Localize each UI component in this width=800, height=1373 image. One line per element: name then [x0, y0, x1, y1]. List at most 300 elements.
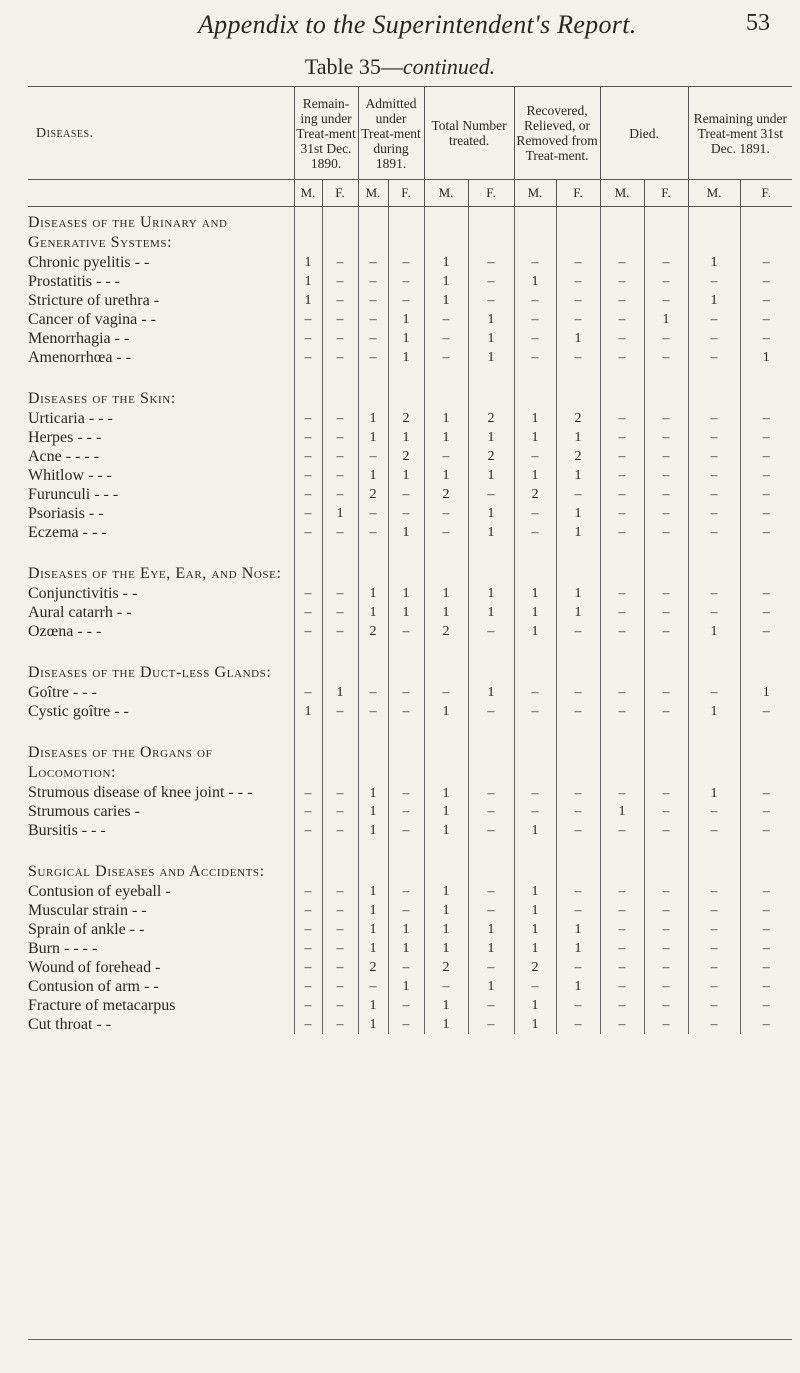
filler-cell: [644, 663, 688, 683]
filler-cell: [556, 663, 600, 683]
filler-cell: [740, 743, 792, 783]
count-cell: 1: [358, 603, 388, 622]
count-cell: –: [514, 310, 556, 329]
filler-cell: [322, 213, 358, 253]
count-cell: 1: [556, 939, 600, 958]
count-cell: 1: [514, 272, 556, 291]
count-cell: –: [644, 683, 688, 702]
count-cell: 2: [556, 409, 600, 428]
spacer-row: [28, 840, 792, 862]
filler-cell: [514, 564, 556, 584]
count-cell: –: [644, 485, 688, 504]
disease-name: Contusion of eyeball -: [28, 883, 171, 900]
filler-cell: [514, 840, 556, 862]
count-cell: –: [644, 348, 688, 367]
count-cell: –: [514, 504, 556, 523]
count-cell: 1: [514, 466, 556, 485]
count-cell: 1: [322, 683, 358, 702]
count-cell: 1: [424, 272, 468, 291]
count-cell: –: [688, 1015, 740, 1034]
filler-cell: [424, 641, 468, 663]
count-cell: 1: [468, 523, 514, 542]
count-cell: –: [644, 409, 688, 428]
count-cell: 1: [388, 329, 424, 348]
count-cell: –: [644, 253, 688, 272]
count-cell: –: [556, 683, 600, 702]
count-cell: –: [468, 821, 514, 840]
filler-cell: [294, 542, 322, 564]
filler-cell: [294, 862, 322, 882]
filler-cell: [514, 743, 556, 783]
disease-name: Strumous caries -: [28, 803, 140, 820]
filler-cell: [294, 641, 322, 663]
filler-cell: [294, 564, 322, 584]
filler-cell: [424, 367, 468, 389]
count-cell: –: [358, 272, 388, 291]
filler-cell: [468, 721, 514, 743]
table-body: [28, 207, 792, 1035]
count-cell: –: [294, 584, 322, 603]
count-cell: –: [388, 996, 424, 1015]
filler-cell: [388, 389, 424, 409]
count-cell: 1: [424, 821, 468, 840]
filler-cell: [424, 542, 468, 564]
bottom-rule: [28, 1339, 792, 1340]
count-cell: –: [358, 523, 388, 542]
count-cell: 1: [424, 428, 468, 447]
count-cell: –: [740, 958, 792, 977]
filler-cell: [358, 641, 388, 663]
spacer-row: [28, 641, 792, 663]
filler-cell: [740, 862, 792, 882]
count-cell: –: [600, 253, 644, 272]
count-cell: –: [644, 291, 688, 310]
count-cell: –: [688, 901, 740, 920]
spacer-row: [28, 542, 792, 564]
disease-name: Eczema - - -: [28, 524, 107, 541]
count-cell: 1: [358, 939, 388, 958]
count-cell: –: [514, 977, 556, 996]
count-cell: 1: [514, 939, 556, 958]
table-row: [28, 291, 792, 310]
count-cell: 1: [322, 504, 358, 523]
count-cell: –: [294, 523, 322, 542]
count-cell: –: [468, 1015, 514, 1034]
count-cell: 1: [388, 977, 424, 996]
count-cell: 1: [688, 783, 740, 802]
filler-cell: [294, 367, 322, 389]
count-cell: –: [294, 996, 322, 1015]
count-cell: –: [514, 447, 556, 466]
count-cell: 1: [424, 920, 468, 939]
table-row: [28, 348, 792, 367]
filler-cell: [556, 542, 600, 564]
header-f: F.: [644, 180, 688, 207]
count-cell: 1: [424, 802, 468, 821]
count-cell: –: [688, 329, 740, 348]
count-cell: –: [358, 253, 388, 272]
filler-cell: [424, 721, 468, 743]
filler-cell: [468, 743, 514, 783]
filler-cell: [358, 862, 388, 882]
filler-cell: [514, 663, 556, 683]
count-cell: –: [388, 882, 424, 901]
count-cell: –: [322, 428, 358, 447]
count-cell: 2: [424, 958, 468, 977]
count-cell: –: [514, 253, 556, 272]
header-m: M.: [688, 180, 740, 207]
count-cell: –: [294, 882, 322, 901]
count-cell: –: [740, 428, 792, 447]
filler-cell: [388, 663, 424, 683]
filler-cell: [556, 862, 600, 882]
spacer-cell: [28, 840, 294, 862]
count-cell: –: [294, 504, 322, 523]
filler-cell: [740, 564, 792, 584]
disease-name: Urticaria - - -: [28, 410, 113, 427]
header-f: F.: [322, 180, 358, 207]
count-cell: 2: [424, 485, 468, 504]
table-row: [28, 901, 792, 920]
count-cell: 1: [556, 428, 600, 447]
count-cell: –: [644, 901, 688, 920]
filler-cell: [322, 542, 358, 564]
filler-cell: [688, 389, 740, 409]
disease-name: Herpes - - -: [28, 429, 102, 446]
filler-cell: [740, 213, 792, 253]
filler-cell: [740, 367, 792, 389]
count-cell: –: [740, 1015, 792, 1034]
filler-cell: [322, 862, 358, 882]
count-cell: 1: [294, 702, 322, 721]
filler-cell: [358, 743, 388, 783]
count-cell: –: [740, 523, 792, 542]
header-m: M.: [294, 180, 322, 207]
count-cell: –: [740, 622, 792, 641]
count-cell: –: [644, 958, 688, 977]
count-cell: 1: [514, 603, 556, 622]
caption-continued: continued.: [402, 54, 496, 79]
header-m: M.: [424, 180, 468, 207]
count-cell: –: [600, 603, 644, 622]
count-cell: –: [556, 253, 600, 272]
count-cell: –: [514, 348, 556, 367]
filler-cell: [322, 663, 358, 683]
count-cell: –: [600, 291, 644, 310]
spacer-cell: [28, 721, 294, 743]
section-heading: Diseases of the Organs of Locomotion:: [28, 744, 213, 781]
filler-cell: [688, 862, 740, 882]
count-cell: –: [388, 1015, 424, 1034]
count-cell: –: [294, 783, 322, 802]
section-heading-row: [28, 743, 792, 783]
filler-cell: [388, 862, 424, 882]
table-row: [28, 603, 792, 622]
filler-cell: [358, 564, 388, 584]
count-cell: –: [294, 939, 322, 958]
filler-cell: [556, 213, 600, 253]
count-cell: –: [322, 802, 358, 821]
table-row: [28, 253, 792, 272]
count-cell: –: [388, 783, 424, 802]
filler-cell: [388, 367, 424, 389]
count-cell: –: [322, 783, 358, 802]
count-cell: –: [322, 253, 358, 272]
filler-cell: [468, 564, 514, 584]
filler-cell: [424, 840, 468, 862]
count-cell: –: [388, 272, 424, 291]
filler-cell: [514, 389, 556, 409]
count-cell: –: [388, 485, 424, 504]
count-cell: –: [644, 882, 688, 901]
count-cell: –: [388, 622, 424, 641]
count-cell: 1: [358, 996, 388, 1015]
count-cell: 1: [688, 622, 740, 641]
table-row: [28, 821, 792, 840]
count-cell: –: [358, 291, 388, 310]
header-f: F.: [740, 180, 792, 207]
filler-cell: [600, 721, 644, 743]
disease-name: Chronic pyelitis - -: [28, 254, 150, 271]
count-cell: –: [740, 702, 792, 721]
count-cell: 1: [514, 882, 556, 901]
count-cell: 1: [358, 584, 388, 603]
spacer-cell: [28, 367, 294, 389]
filler-cell: [600, 367, 644, 389]
count-cell: –: [688, 584, 740, 603]
count-cell: 1: [388, 466, 424, 485]
count-cell: 1: [358, 428, 388, 447]
count-cell: –: [388, 958, 424, 977]
count-cell: –: [740, 447, 792, 466]
filler-cell: [358, 542, 388, 564]
count-cell: 2: [388, 409, 424, 428]
disease-name: Cut throat - -: [28, 1016, 112, 1033]
count-cell: –: [740, 329, 792, 348]
count-cell: –: [600, 447, 644, 466]
table-row: [28, 977, 792, 996]
table-row: [28, 1015, 792, 1034]
table-row: [28, 996, 792, 1015]
filler-cell: [468, 213, 514, 253]
disease-name: Goître - - -: [28, 684, 97, 701]
count-cell: –: [424, 504, 468, 523]
section-heading-row: [28, 862, 792, 882]
count-cell: –: [468, 802, 514, 821]
count-cell: –: [600, 409, 644, 428]
count-cell: –: [514, 291, 556, 310]
count-cell: –: [556, 901, 600, 920]
count-cell: –: [358, 329, 388, 348]
disease-name: Whitlow - - -: [28, 467, 112, 484]
count-cell: 1: [388, 584, 424, 603]
filler-cell: [556, 564, 600, 584]
count-cell: –: [600, 702, 644, 721]
filler-cell: [388, 213, 424, 253]
header-f: F.: [388, 180, 424, 207]
table-row: [28, 428, 792, 447]
count-cell: –: [322, 939, 358, 958]
count-cell: –: [294, 466, 322, 485]
filler-cell: [688, 721, 740, 743]
count-cell: –: [468, 901, 514, 920]
filler-cell: [600, 840, 644, 862]
count-cell: –: [740, 310, 792, 329]
count-cell: 2: [468, 409, 514, 428]
filler-cell: [740, 721, 792, 743]
count-cell: –: [322, 821, 358, 840]
count-cell: 1: [424, 291, 468, 310]
count-cell: –: [358, 447, 388, 466]
filler-cell: [688, 663, 740, 683]
count-cell: –: [740, 821, 792, 840]
count-cell: 1: [468, 920, 514, 939]
filler-cell: [514, 641, 556, 663]
count-cell: –: [388, 901, 424, 920]
table-row: [28, 939, 792, 958]
count-cell: 1: [424, 901, 468, 920]
filler-cell: [644, 862, 688, 882]
count-cell: 1: [556, 584, 600, 603]
filler-cell: [556, 641, 600, 663]
disease-name: Aural catarrh - -: [28, 604, 132, 621]
count-cell: 1: [514, 428, 556, 447]
count-cell: 1: [424, 253, 468, 272]
disease-name: Bursitis - - -: [28, 822, 106, 839]
count-cell: –: [468, 622, 514, 641]
header-remaining-start: Remain-ing under Treat-ment 31st Dec. 1890.: [294, 87, 358, 180]
header-died: Died.: [600, 87, 688, 180]
count-cell: –: [468, 996, 514, 1015]
section-heading-row: [28, 564, 792, 584]
count-cell: 2: [468, 447, 514, 466]
table-row: [28, 523, 792, 542]
count-cell: 1: [424, 882, 468, 901]
filler-cell: [468, 641, 514, 663]
count-cell: –: [600, 584, 644, 603]
filler-cell: [688, 542, 740, 564]
filler-cell: [688, 840, 740, 862]
count-cell: –: [556, 821, 600, 840]
count-cell: 1: [514, 996, 556, 1015]
count-cell: –: [468, 291, 514, 310]
filler-cell: [322, 721, 358, 743]
disease-name: Cystic goître - -: [28, 703, 129, 720]
count-cell: –: [688, 939, 740, 958]
header-f: F.: [468, 180, 514, 207]
filler-cell: [644, 564, 688, 584]
count-cell: 1: [514, 622, 556, 641]
count-cell: –: [556, 272, 600, 291]
filler-cell: [600, 663, 644, 683]
filler-cell: [600, 641, 644, 663]
disease-name: Psoriasis - -: [28, 505, 104, 522]
count-cell: 1: [556, 504, 600, 523]
filler-cell: [688, 367, 740, 389]
running-head: [0, 6, 800, 46]
filler-cell: [294, 840, 322, 862]
count-cell: –: [740, 920, 792, 939]
filler-cell: [322, 367, 358, 389]
table-row: [28, 958, 792, 977]
count-cell: –: [644, 920, 688, 939]
table-row: [28, 622, 792, 641]
count-cell: 1: [556, 329, 600, 348]
filler-cell: [556, 743, 600, 783]
count-cell: –: [644, 466, 688, 485]
filler-cell: [600, 743, 644, 783]
filler-cell: [388, 840, 424, 862]
spacer-row: [28, 721, 792, 743]
count-cell: –: [294, 409, 322, 428]
disease-name: Muscular strain - -: [28, 902, 147, 919]
table-row: [28, 882, 792, 901]
count-cell: –: [294, 1015, 322, 1034]
count-cell: –: [644, 977, 688, 996]
count-cell: 1: [644, 310, 688, 329]
page-number: 53: [746, 10, 770, 36]
filler-cell: [644, 213, 688, 253]
count-cell: –: [600, 939, 644, 958]
count-cell: –: [424, 348, 468, 367]
count-cell: 1: [468, 428, 514, 447]
filler-cell: [688, 641, 740, 663]
disease-name: Fracture of metacarpus: [28, 997, 176, 1014]
table-row: [28, 409, 792, 428]
count-cell: –: [644, 1015, 688, 1034]
filler-cell: [740, 641, 792, 663]
filler-cell: [294, 213, 322, 253]
filler-cell: [556, 721, 600, 743]
count-cell: –: [740, 977, 792, 996]
filler-cell: [468, 862, 514, 882]
count-cell: –: [688, 310, 740, 329]
count-cell: 1: [388, 939, 424, 958]
count-cell: 1: [424, 409, 468, 428]
count-cell: –: [322, 882, 358, 901]
filler-cell: [514, 367, 556, 389]
count-cell: –: [322, 348, 358, 367]
count-cell: –: [294, 802, 322, 821]
section-heading-row: [28, 213, 792, 253]
header-remaining-end: Remaining under Treat-ment 31st Dec. 1891.: [688, 87, 792, 180]
count-cell: –: [740, 272, 792, 291]
count-cell: 1: [556, 977, 600, 996]
count-cell: –: [740, 939, 792, 958]
count-cell: 1: [468, 329, 514, 348]
section-heading-row: [28, 663, 792, 683]
count-cell: –: [294, 310, 322, 329]
filler-cell: [358, 367, 388, 389]
filler-cell: [740, 663, 792, 683]
count-cell: –: [294, 428, 322, 447]
count-cell: –: [740, 802, 792, 821]
filler-cell: [600, 213, 644, 253]
count-cell: –: [688, 821, 740, 840]
count-cell: –: [294, 977, 322, 996]
count-cell: –: [322, 272, 358, 291]
count-cell: –: [644, 428, 688, 447]
filler-cell: [424, 663, 468, 683]
count-cell: –: [358, 977, 388, 996]
count-cell: –: [644, 821, 688, 840]
count-cell: 1: [388, 523, 424, 542]
table-row: [28, 485, 792, 504]
count-cell: 1: [424, 466, 468, 485]
count-cell: –: [600, 428, 644, 447]
count-cell: 1: [688, 253, 740, 272]
section-heading: Diseases of the Urinary and Generative Systems:: [28, 214, 228, 251]
